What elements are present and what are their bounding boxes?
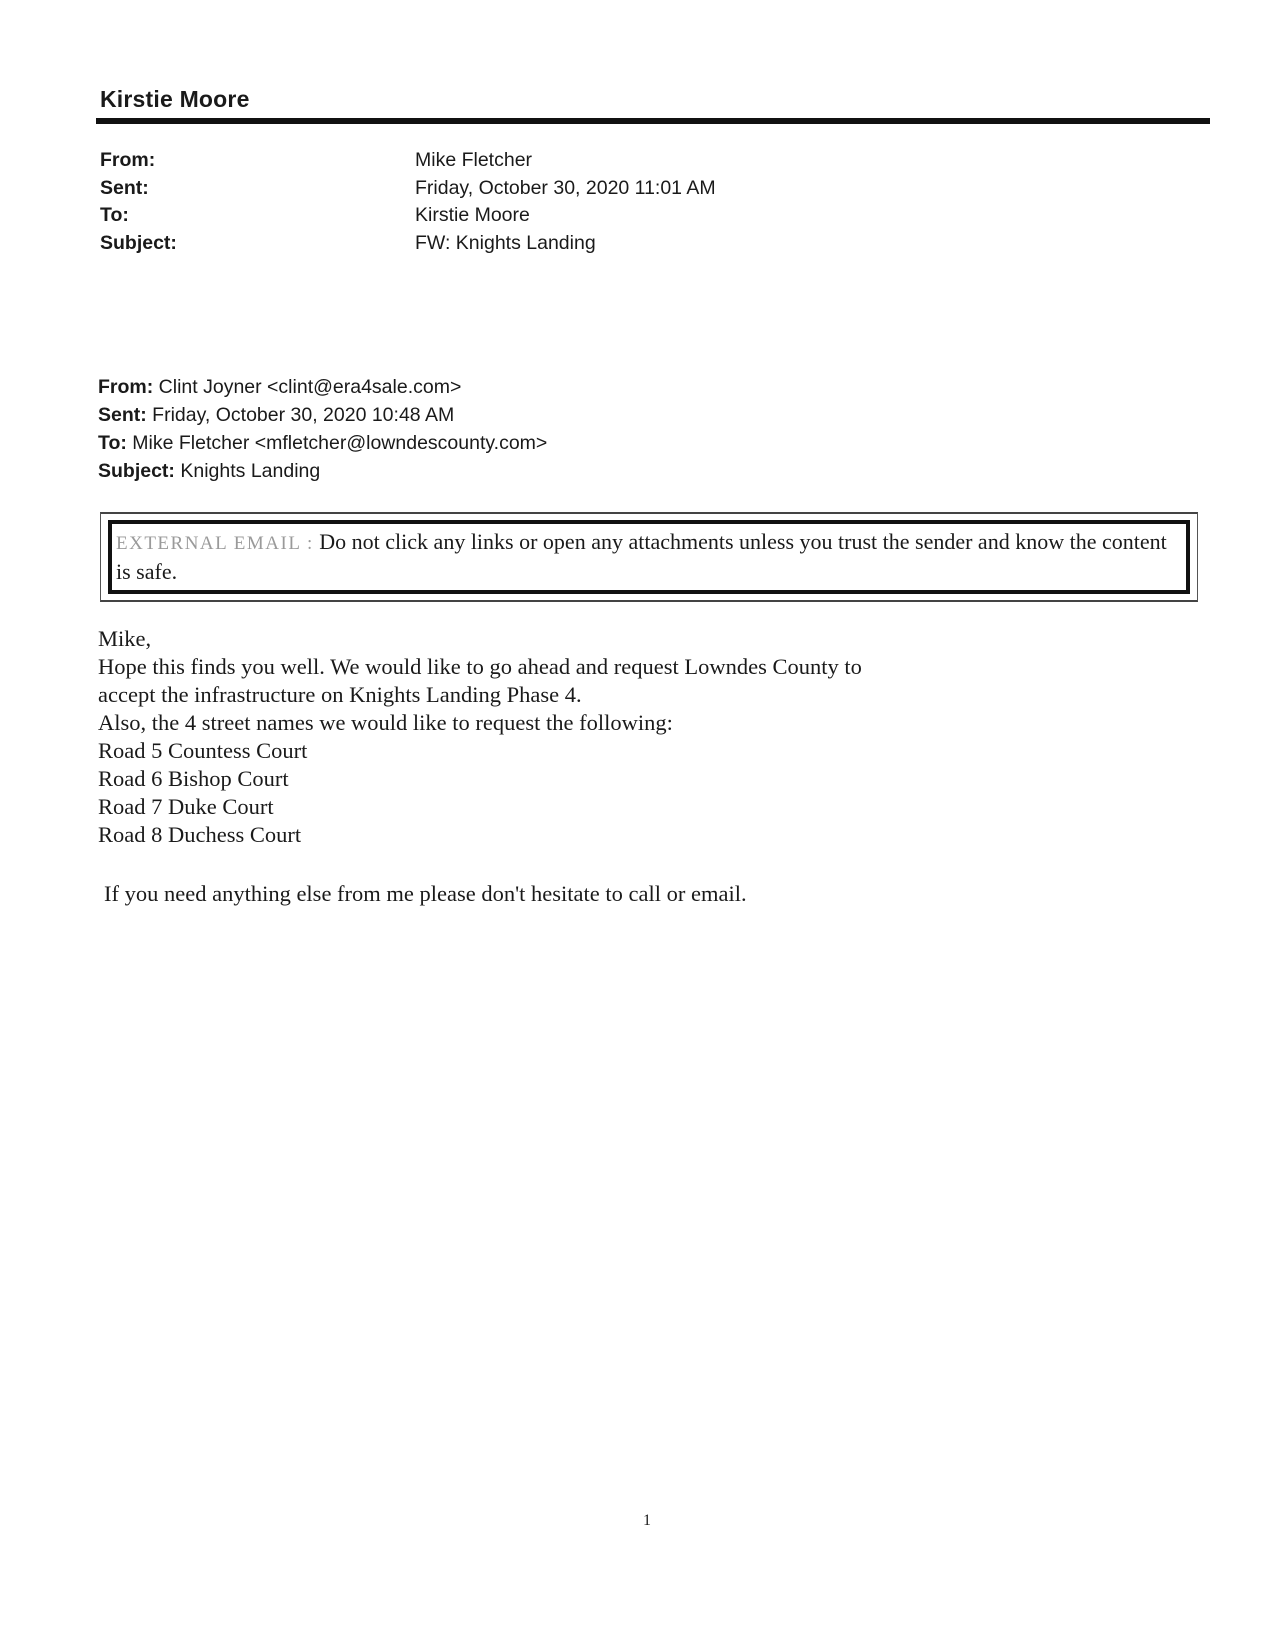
forward-subject-row [100,230,900,258]
original-subject-label: Subject: [98,460,175,482]
external-email-warning-inner [108,520,1190,594]
forward-header-block [100,147,900,257]
original-from-value: Clint Joyner <clint@era4sale.com> [158,376,462,398]
forward-from-label: From: [100,149,156,171]
forward-subject-label: Subject: [100,231,177,254]
original-sent-value: Friday, October 30, 2020 10:48 AM [152,404,455,426]
original-from-row [98,373,547,401]
external-email-warning-text: Do not click any links or open any attachments unless you trust the sender and know the content is safe. [116,529,1167,584]
street-name-item: Road 7 Duke Court [98,794,274,819]
forward-to-label: To: [100,204,129,226]
mailbox-owner-name: Kirstie Moore [100,86,250,112]
external-email-tag: EXTERNAL EMAIL : [116,533,314,554]
forward-sent-value: Friday, October 30, 2020 11:01 AM [415,176,716,199]
body-line: Hope this finds you well. We would like to go ahead and request Lowndes County to [98,654,862,679]
body-line: accept the infrastructure on Knights Landing Phase 4. [98,682,582,707]
forward-to-value: Kirstie Moore [415,204,530,226]
external-email-warning-box [100,512,1198,602]
original-subject-row [98,457,547,485]
body-line: Also, the 4 street names we would like to request the following: [98,710,673,735]
original-to-row [98,429,547,457]
original-header-block [98,373,547,485]
header-divider [96,118,1210,124]
forward-from-value: Mike Fletcher [415,149,533,171]
forward-from-row [100,147,900,175]
original-sent-row [98,401,547,429]
body-closing: If you need anything else from me please don't hesitate to call or email. [104,881,747,906]
original-sent-label: Sent: [98,404,147,426]
forward-sent-label: Sent: [100,176,149,199]
forward-sent-row [100,175,900,203]
email-body [98,625,862,849]
original-to-value: Mike Fletcher <mfletcher@lowndescounty.com> [132,432,548,454]
original-subject-value: Knights Landing [180,460,321,482]
forward-subject-value: FW: Knights Landing [415,231,596,254]
original-from-label: From: [98,376,154,398]
original-to-label: To: [98,432,127,454]
street-name-item: Road 5 Countess Court [98,738,308,763]
forward-to-row [100,202,900,230]
page-number: 1 [643,1512,651,1529]
street-name-item: Road 6 Bishop Court [98,766,289,791]
street-name-item: Road 8 Duchess Court [98,822,302,847]
body-greeting: Mike, [98,626,152,651]
